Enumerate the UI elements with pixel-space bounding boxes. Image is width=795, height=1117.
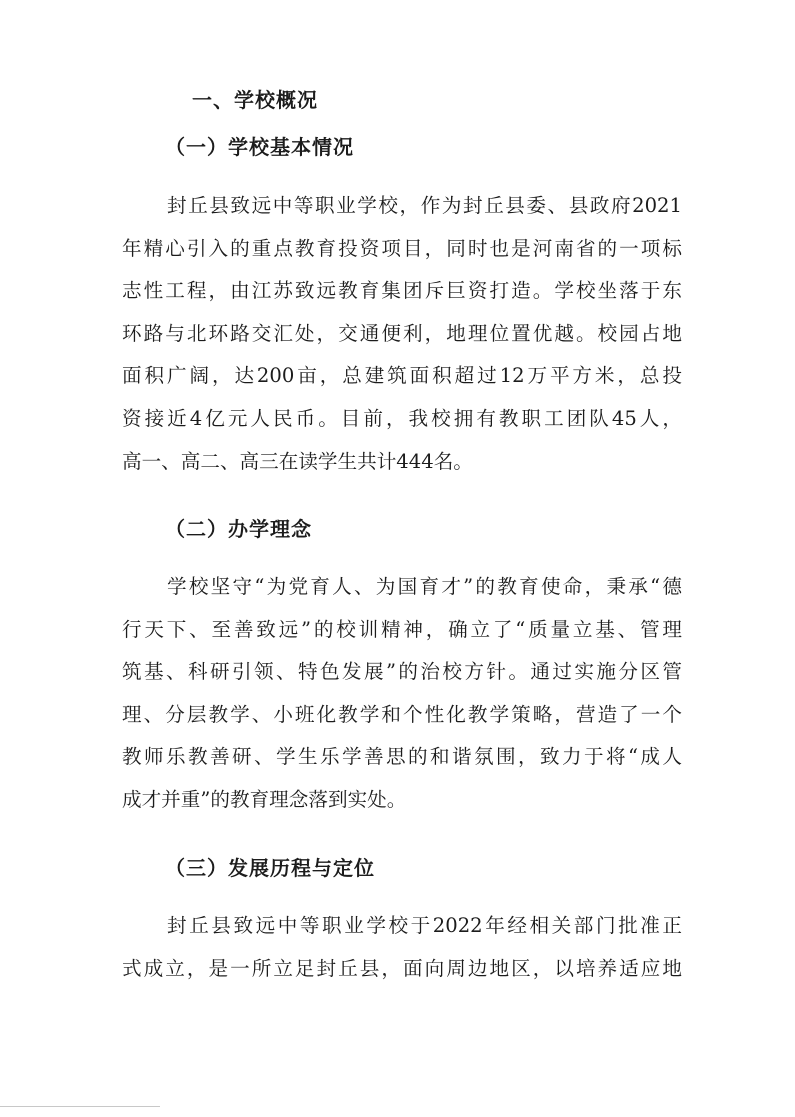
paragraph-line: 年精心引入的重点教育投资项目，同时也是河南省的一项标 bbox=[122, 236, 682, 260]
paragraph-line: 高一、高二、高三在读学生共计444名。 bbox=[122, 449, 473, 473]
paragraph-line: 面积广阔，达200亩，总建筑面积超过12万平方米，总投 bbox=[122, 364, 682, 388]
subsection-title-philosophy: （二）办学理念 bbox=[165, 517, 312, 541]
scan-edge-divider bbox=[0, 1106, 160, 1107]
paragraph-line: 成才并重”的教育理念落到实处。 bbox=[122, 787, 407, 811]
paragraph-line: 封丘县致远中等职业学校于2022年经相关部门批准正 bbox=[167, 914, 682, 937]
subsection-title-history: （三）发展历程与定位 bbox=[165, 856, 375, 880]
paragraph-line: 筑基、科研引领、特色发展”的治校方针。通过实施分区管 bbox=[122, 660, 682, 684]
subsection-title-basic-info: （一）学校基本情况 bbox=[165, 135, 354, 159]
paragraph-line: 教师乐教善研、学生乐学善思的和谐氛围，致力于将“成人 bbox=[122, 745, 682, 769]
paragraph-line: 资接近4亿元人民币。目前，我校拥有教职工团队45人， bbox=[122, 406, 682, 430]
paragraph-line: 环路与北环路交汇处，交通便利，地理位置优越。校园占地 bbox=[122, 321, 682, 345]
paragraph-line: 理、分层教学、小班化教学和个性化教学策略，营造了一个 bbox=[122, 702, 682, 726]
paragraph-line: 式成立，是一所立足封丘县，面向周边地区，以培养适应地 bbox=[122, 956, 682, 980]
paragraph-history bbox=[122, 905, 682, 990]
paragraph-basic-info bbox=[122, 185, 682, 483]
section-title: 一、学校概况 bbox=[192, 88, 318, 112]
paragraph-line: 学校坚守“为党育人、为国育才”的教育使命，秉承“德 bbox=[167, 575, 682, 598]
paragraph-philosophy bbox=[122, 566, 682, 822]
paragraph-line: 封丘县致远中等职业学校，作为封丘县委、县政府2021 bbox=[167, 194, 682, 217]
paragraph-line: 志性工程，由江苏致远教育集团斥巨资打造。学校坐落于东 bbox=[122, 279, 682, 303]
paragraph-line: 行天下、至善致远”的校训精神，确立了“质量立基、管理 bbox=[122, 617, 682, 641]
